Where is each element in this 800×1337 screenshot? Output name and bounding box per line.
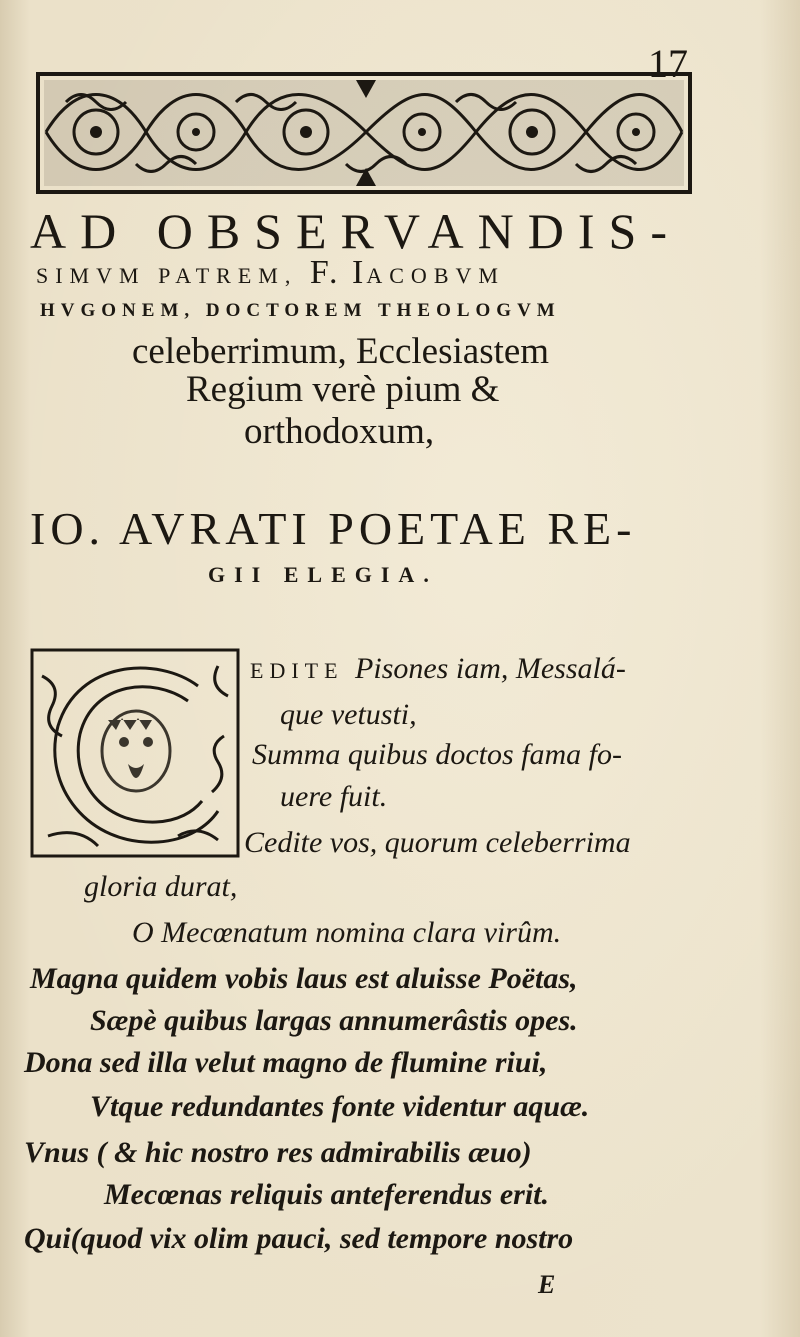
poem-line-12: Vnus ( & hic nostro res admirabilis æuo): [24, 1136, 532, 1169]
signature-mark: E: [538, 1270, 556, 1299]
poem-line-5: Cedite vos, quorum celeberrima: [244, 826, 631, 859]
title-line-4: celeberrimum, Ecclesiastem: [132, 331, 550, 372]
title-line-2c: ACOBVM: [366, 263, 505, 288]
poem-line-1-text: Pisones iam, Messalá-: [355, 652, 626, 685]
poem-line-6: gloria durat,: [84, 870, 238, 903]
poem-line-13: Mecœnas reliquis anteferendus erit.: [104, 1178, 550, 1211]
heading-line-2: GII ELEGIA.: [208, 562, 438, 587]
poem-line-10: Dona sed illa velut magno de flumine riui,: [24, 1046, 548, 1079]
title-line-2a: SIMVM PATREM,: [36, 263, 310, 288]
poem-line-14: Qui(quod vix olim pauci, sed tempore nostro: [24, 1222, 574, 1255]
poem-line-1-caps: EDITE: [250, 658, 356, 683]
heading-line-1: IO. AVRATI POETAE RE-: [30, 503, 637, 554]
page-number: 17: [648, 41, 688, 86]
title-line-6: orthodoxum,: [244, 411, 435, 452]
poem-line-1: [250, 652, 626, 686]
poem-line-4: uere fuit.: [280, 780, 388, 813]
title-line-2b: F. I: [309, 254, 367, 291]
title-line-1: AD OBSERVANDIS-: [30, 203, 681, 259]
poem-line-8: Magna quidem vobis laus est aluisse Poëtas,: [30, 962, 578, 995]
poem-line-9: Sæpè quibus largas annumerâstis opes.: [90, 1004, 578, 1037]
poem-line-2: que vetusti,: [280, 698, 417, 731]
poem-line-7: O Mecœnatum nomina clara virûm.: [132, 916, 562, 949]
poem-line-11: Vtque redundantes fonte videntur aquæ.: [90, 1090, 590, 1123]
title-line-3: HVGONEM, DOCTOREM THEOLOGVM: [40, 300, 561, 321]
decorated-initial-c-icon: [28, 646, 242, 860]
poem-line-3: Summa quibus doctos fama fo-: [252, 738, 622, 771]
title-line-5: Regium verè pium &: [186, 369, 500, 410]
title-line-2: [36, 254, 505, 292]
headpiece-ornament: [36, 72, 692, 194]
